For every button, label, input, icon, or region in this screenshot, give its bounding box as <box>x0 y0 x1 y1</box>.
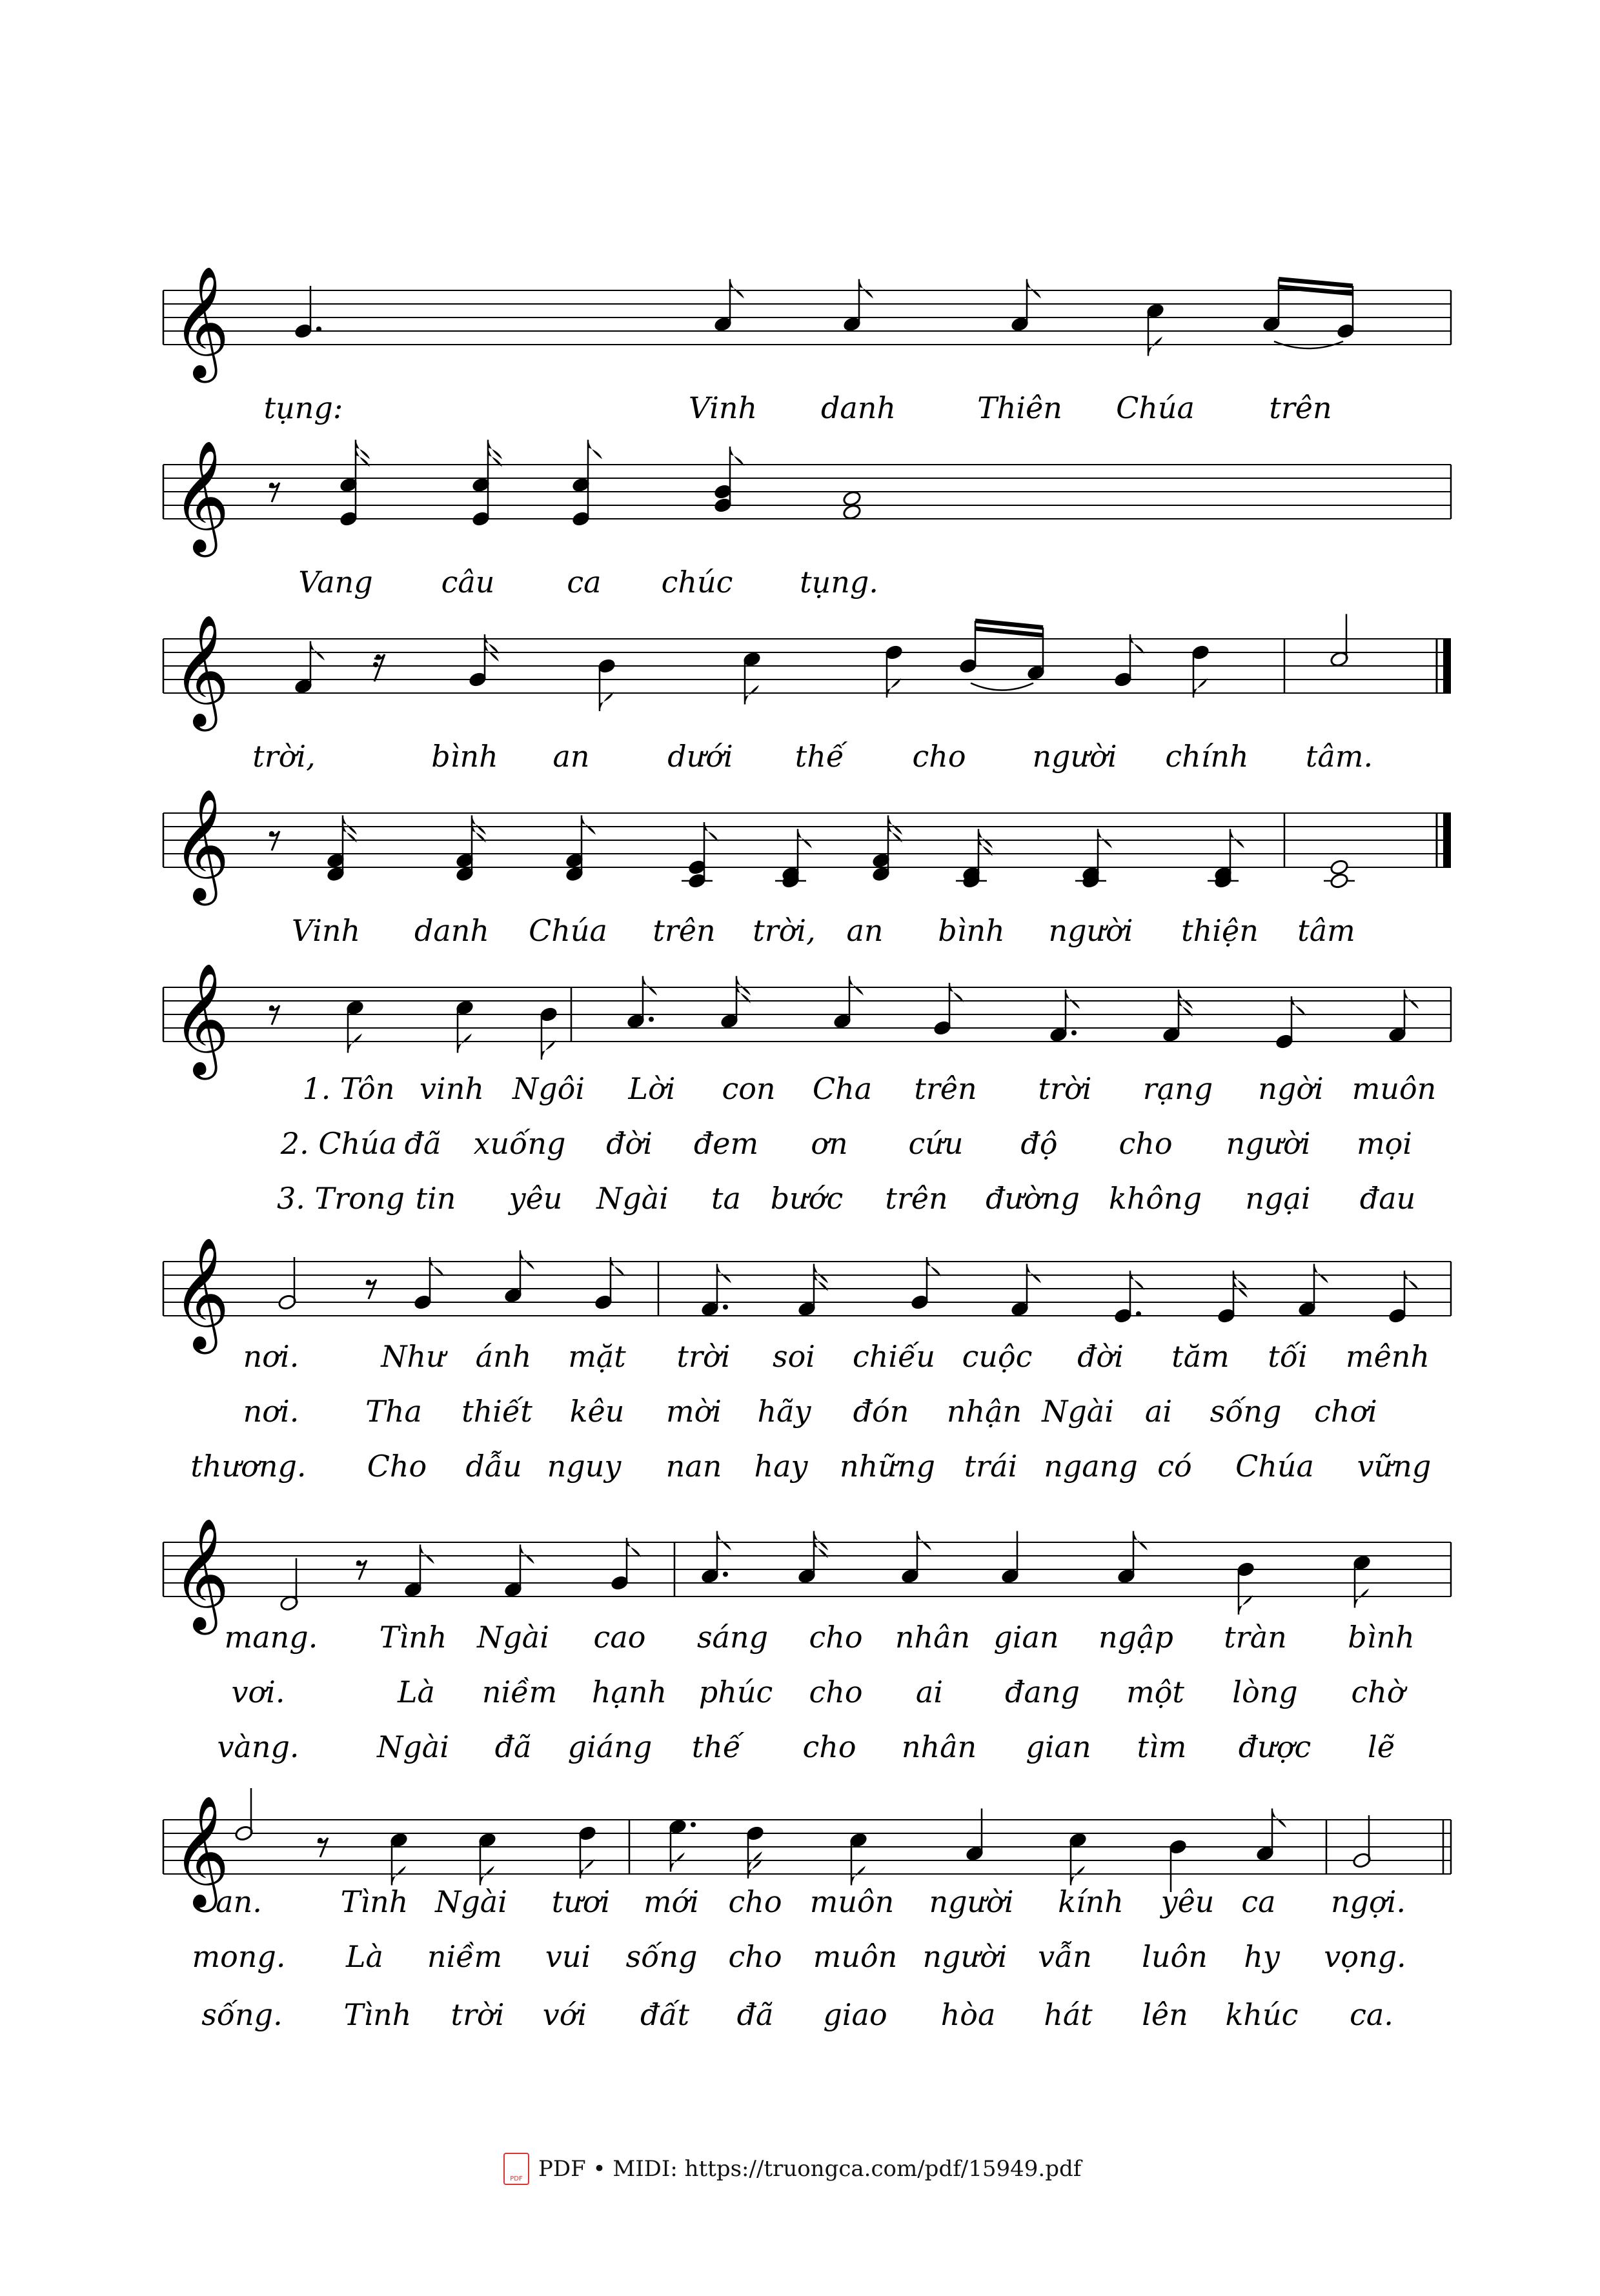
lyric-syllable: lên <box>1142 1997 1188 2032</box>
lyric-syllable: đang <box>1005 1675 1080 1709</box>
note-flag <box>730 279 744 299</box>
lyric-syllable: tâm <box>1297 913 1355 948</box>
lyric-syllable: Thiên <box>977 390 1062 425</box>
note-flag <box>1272 1809 1286 1828</box>
lyric-syllable: vẫn <box>1038 1939 1092 1974</box>
lyric-syllable: an <box>552 739 590 774</box>
note-flag <box>717 1531 731 1551</box>
lyric-syllable: bình <box>1348 1620 1415 1655</box>
lyric-syllable: trên <box>914 1071 977 1106</box>
lyric-syllable: đau <box>1359 1181 1416 1216</box>
lyric-syllable: mọi <box>1356 1126 1413 1161</box>
lyric-syllable: có <box>1157 1449 1192 1484</box>
note-flag <box>1027 1264 1041 1284</box>
note-flag <box>748 1859 762 1878</box>
sixteenth-rest <box>374 654 385 681</box>
treble-clef-icon: 𝄞 <box>172 789 230 901</box>
lyric-syllable: trời <box>451 1997 505 2032</box>
lyric-syllable: muôn <box>1352 1071 1437 1106</box>
lyric-syllable: cho <box>728 1939 782 1974</box>
lyric-syllable: Vinh <box>688 390 758 425</box>
lyric-syllable: Cho <box>367 1449 427 1484</box>
note-flag <box>472 816 486 835</box>
lyric-syllable: trên <box>885 1181 948 1216</box>
note-flag <box>1291 996 1306 1016</box>
treble-clef-icon: 𝄞 <box>172 963 230 1075</box>
lyric-syllable: giao <box>823 1997 887 2032</box>
lyric-syllable: người <box>1032 739 1117 774</box>
lyric-syllable: Ngài <box>1042 1394 1114 1429</box>
lyric-syllable: cho <box>809 1620 863 1655</box>
note-flag <box>978 829 993 849</box>
lyric-syllable: vững <box>1357 1449 1432 1484</box>
note-flag <box>582 816 596 835</box>
note-flag <box>851 1866 866 1886</box>
lyric-syllable: lòng <box>1232 1675 1298 1709</box>
lyric-syllable: ca <box>567 565 602 599</box>
note-flag <box>348 1034 362 1053</box>
note-flag <box>736 976 751 996</box>
lyric-syllable: con <box>722 1071 776 1106</box>
lyric-syllable: chính <box>1165 739 1249 774</box>
lyric-syllable: ta <box>711 1181 741 1216</box>
duration-dot <box>316 327 321 332</box>
note-flag <box>600 692 614 711</box>
lyric-syllable: xuống <box>473 1126 566 1161</box>
note-flag <box>430 1257 444 1276</box>
staff-system <box>163 614 1451 732</box>
note-flag <box>611 1257 625 1276</box>
lyric-syllable: hy <box>1244 1939 1280 1974</box>
lyric-syllable: thế <box>795 739 845 774</box>
note-flag <box>888 816 902 835</box>
lyric-syllable: nguy <box>547 1449 622 1484</box>
lyric-syllable: nhân <box>895 1620 971 1655</box>
beam <box>975 621 1043 628</box>
lyric-syllable: nhân <box>901 1729 977 1764</box>
lyric-syllable: chiếu <box>852 1339 936 1374</box>
lyric-syllable: sống <box>625 1939 698 1974</box>
lyric-syllable: hãy <box>757 1394 811 1429</box>
lyric-syllable: nan <box>665 1449 722 1484</box>
lyric-syllable: nơi. <box>243 1339 299 1374</box>
note-flag <box>814 1264 828 1284</box>
lyric-syllable: cuộc <box>962 1339 1033 1374</box>
lyric-syllable: thiện <box>1181 913 1259 948</box>
lyric-syllable: giáng <box>567 1729 653 1764</box>
lyric-syllable: niềm <box>481 1675 558 1709</box>
note-flag <box>849 976 864 996</box>
lyric-syllable: Là <box>398 1675 435 1709</box>
lyric-syllable: đường <box>986 1181 1080 1216</box>
note-flag <box>671 1853 685 1872</box>
lyric-syllable: Tình <box>343 1997 412 2032</box>
note-flag <box>310 641 325 661</box>
lyric-syllable: cho <box>1119 1126 1173 1161</box>
lyric-syllable: bình <box>938 913 1005 948</box>
staff-system <box>163 1518 1451 1635</box>
lyric-syllable: người <box>929 1884 1014 1919</box>
staff-system <box>163 266 1451 383</box>
footer-text[interactable]: PDF • MIDI: https://truongca.com/pdf/15949.pdf <box>538 2156 1082 2182</box>
duration-dot <box>723 1572 728 1577</box>
duration-dot <box>649 1017 654 1022</box>
note-flag <box>1130 1271 1144 1290</box>
treble-clef-icon: 𝄞 <box>172 1237 230 1349</box>
lyric-syllable: phúc <box>698 1675 773 1709</box>
note-flag <box>1230 829 1244 849</box>
lyric-syllable: khúc <box>1225 1997 1299 2032</box>
duration-dot <box>1071 1031 1077 1036</box>
lyric-syllable: Chúa <box>1116 390 1195 425</box>
lyric-syllable: tăm <box>1171 1339 1230 1374</box>
lyric-syllable: Lời <box>628 1071 676 1106</box>
lyric-syllable: Chúa <box>529 913 607 948</box>
lyric-syllable: mặt <box>568 1339 626 1374</box>
lyric-syllable: tràn <box>1224 1620 1287 1655</box>
lyric-syllable: tụng. <box>800 565 878 599</box>
lyric-syllable: thiết <box>461 1394 532 1429</box>
lyric-syllable: đất <box>640 1997 690 2032</box>
lyric-syllable: vàng. <box>217 1729 299 1764</box>
note-flag <box>1133 1531 1148 1551</box>
treble-clef-icon: 𝄞 <box>172 614 230 727</box>
lyric-syllable: đời <box>606 1126 653 1161</box>
lyric-syllable: Ngài <box>435 1884 507 1919</box>
lyric-syllable: thương. <box>190 1449 307 1484</box>
duration-dot <box>1136 1311 1141 1316</box>
note-flag <box>343 816 357 835</box>
lyric-syllable: vọng. <box>1324 1939 1406 1974</box>
note-flag <box>542 1040 556 1060</box>
lyric-syllable: người <box>922 1939 1008 1974</box>
note-flag <box>588 440 602 459</box>
note-flag <box>1233 1271 1248 1290</box>
note-flag <box>704 822 718 841</box>
lyric-syllable: Tha <box>365 1394 422 1429</box>
lyric-syllable: đón <box>853 1394 909 1429</box>
lyric-syllable: 2. Chúa <box>280 1126 398 1161</box>
duration-dot <box>723 1305 728 1310</box>
note-flag <box>1179 990 1193 1009</box>
note-flag <box>859 279 873 299</box>
lyric-syllable: ca <box>1241 1884 1276 1919</box>
lyric-syllable: Cha <box>812 1071 873 1106</box>
staff-system <box>163 440 1451 558</box>
lyric-syllable: hạnh <box>591 1675 667 1709</box>
lyric-syllable: đời <box>1077 1339 1124 1374</box>
lyric-syllable: an. <box>216 1884 262 1919</box>
lyric-syllable: mong. <box>192 1939 286 1974</box>
note-flag <box>717 1264 731 1284</box>
lyric-syllable: ngập <box>1099 1620 1173 1655</box>
lyric-syllable: vinh <box>420 1071 484 1106</box>
note-flag <box>1148 337 1162 356</box>
lyric-syllable: ngại <box>1245 1181 1311 1216</box>
lyric-syllable: gian <box>1026 1729 1091 1764</box>
lyric-syllable: tươi <box>551 1884 611 1919</box>
treble-clef-icon: 𝄞 <box>172 1518 230 1630</box>
final-barline <box>1443 639 1451 693</box>
lyric-syllable: cho <box>912 739 966 774</box>
treble-clef-icon: 𝄞 <box>172 440 230 552</box>
lyric-syllable: sống <box>1210 1394 1282 1429</box>
note-flag <box>1193 678 1208 698</box>
lyric-syllable: Ngài <box>477 1620 549 1655</box>
lyric-syllable: trời <box>1038 1071 1092 1106</box>
treble-clef-icon: 𝄞 <box>172 266 230 378</box>
staff-system <box>163 1237 1451 1354</box>
note-flag <box>1239 1595 1253 1615</box>
lyric-syllable: trời, <box>252 739 316 774</box>
final-barline <box>1443 813 1451 867</box>
note-flag <box>1066 990 1080 1009</box>
lyric-syllable: đã <box>736 1997 774 2032</box>
lyric-syllable: cao <box>593 1620 646 1655</box>
lyric-syllable: độ <box>1020 1126 1058 1161</box>
lyric-syllable: ca. <box>1350 1997 1393 2032</box>
beam <box>975 629 1043 636</box>
staff-system <box>163 789 1451 906</box>
note-flag <box>1404 990 1419 1009</box>
note-flag <box>520 1251 534 1270</box>
lyric-syllable: Ngài <box>596 1181 669 1216</box>
lyric-syllable: đã <box>494 1729 532 1764</box>
lyric-syllable: sống. <box>201 1997 283 2032</box>
lyric-syllable: vơi. <box>231 1675 285 1709</box>
lyric-syllable: ai <box>1144 1394 1173 1429</box>
lyric-syllable: bước <box>770 1181 844 1216</box>
lyric-syllable: ánh <box>475 1339 532 1374</box>
note-flag <box>1130 634 1144 654</box>
lyric-syllable: với <box>542 1997 587 2032</box>
lyric-syllable: Chúa <box>1235 1449 1314 1484</box>
lyric-syllable: Vang <box>298 565 373 599</box>
lyric-syllable: Ngài <box>377 1729 449 1764</box>
lyric-syllable: rạng <box>1142 1071 1213 1106</box>
lyric-syllable: nơi. <box>243 1394 299 1429</box>
lyric-syllable: tối <box>1268 1339 1308 1374</box>
note-flag <box>917 1531 931 1551</box>
lyric-syllable: yêu <box>509 1181 563 1216</box>
note-flag <box>927 1257 941 1276</box>
lyric-syllable: ai <box>915 1675 944 1709</box>
lyric-syllable: sáng <box>696 1620 769 1655</box>
note-flag <box>1071 1866 1085 1886</box>
notehead <box>1330 859 1349 876</box>
lyric-syllable: Tình <box>379 1620 447 1655</box>
tie <box>971 683 1033 690</box>
lyric-syllable: an <box>846 913 884 948</box>
lyric-syllable: trên <box>1269 390 1332 425</box>
footer-link[interactable] <box>503 2153 1081 2185</box>
note-flag <box>1314 1264 1328 1284</box>
lyric-syllable: ngợi. <box>1330 1884 1406 1919</box>
note-flag <box>1027 279 1041 299</box>
note-flag <box>520 1545 534 1564</box>
lyric-syllable: danh <box>414 913 490 948</box>
note-flag <box>1404 1271 1419 1290</box>
lyric-syllable: mời <box>665 1394 722 1429</box>
note-flag <box>798 829 812 849</box>
lyric-syllable: những <box>840 1449 935 1484</box>
lyric-syllable: niềm <box>427 1939 503 1974</box>
lyric-syllable: soi <box>772 1339 816 1374</box>
note-flag <box>1098 829 1112 849</box>
lyric-syllable: luôn <box>1142 1939 1208 1974</box>
lyric-syllable: trên <box>653 913 716 948</box>
note-flag <box>420 1545 434 1564</box>
sixteenth-rest <box>373 662 378 667</box>
lyric-syllable: vui <box>545 1939 591 1974</box>
lyric-syllable: chờ <box>1351 1675 1405 1709</box>
note-flag <box>356 440 370 459</box>
note-flag <box>730 447 744 466</box>
notehead <box>1330 872 1349 889</box>
lyric-syllable: kêu <box>569 1394 625 1429</box>
lyric-syllable: ơn <box>811 1126 848 1161</box>
note-flag <box>580 1859 594 1878</box>
note-flag <box>458 1034 472 1053</box>
lyric-syllable: cho <box>802 1729 856 1764</box>
lyric-syllable: Như <box>381 1339 445 1374</box>
lyric-syllable: danh <box>820 390 896 425</box>
lyric-syllable: gian <box>993 1620 1059 1655</box>
lyric-syllable: người <box>1048 913 1133 948</box>
lyric-syllable: kính <box>1058 1884 1124 1919</box>
lyric-syllable: tụng: <box>263 390 343 425</box>
lyric-syllable: chúc <box>661 565 733 599</box>
lyric-syllable: hòa <box>940 1997 996 2032</box>
pdf-file-icon <box>503 2153 529 2185</box>
lyric-syllable: hát <box>1044 1997 1093 2032</box>
lyric-syllable: người <box>1226 1126 1311 1161</box>
note-flag <box>887 678 901 698</box>
lyric-syllable: trái <box>964 1449 1018 1484</box>
beam <box>1279 279 1353 287</box>
note-flag <box>627 1538 641 1557</box>
lyric-syllable: cho <box>809 1675 863 1709</box>
lyric-syllable: chơi <box>1314 1394 1377 1429</box>
lyric-syllable: được <box>1238 1729 1311 1764</box>
lyric-syllable: nhận <box>946 1394 1022 1429</box>
lyric-syllable: mới <box>643 1884 700 1919</box>
note-flag <box>480 1866 494 1886</box>
lyric-syllable: bình <box>431 739 498 774</box>
lyric-syllable: Ngôi <box>512 1071 585 1106</box>
lyric-syllable: hay <box>754 1449 808 1484</box>
staff-system <box>163 963 1451 1080</box>
treble-clef-icon: 𝄞 <box>172 1795 230 1908</box>
lyric-syllable: yêu <box>1160 1884 1215 1919</box>
lyric-syllable: 3. Trong <box>277 1181 405 1216</box>
lyric-syllable: đem <box>693 1126 759 1161</box>
lyric-syllable: cho <box>728 1884 782 1919</box>
note-flag <box>485 634 499 654</box>
lyric-syllable: muôn <box>809 1884 895 1919</box>
duration-dot <box>691 1822 696 1828</box>
lyric-syllable: Là <box>346 1939 383 1974</box>
notehead <box>842 490 862 507</box>
lyric-syllable: dưới <box>667 739 733 774</box>
note-flag <box>488 440 502 459</box>
lyric-syllable: trời <box>676 1339 731 1374</box>
lyric-syllable: ngang <box>1044 1449 1138 1484</box>
lyric-syllable: Vinh <box>291 913 361 948</box>
note-flag <box>1355 1589 1369 1608</box>
note-flag <box>392 1866 406 1886</box>
lyric-syllable: cứu <box>908 1126 964 1161</box>
lyric-syllable: ngời <box>1258 1071 1324 1106</box>
lyric-syllable: đã <box>404 1126 441 1161</box>
note-flag <box>949 983 964 1002</box>
notehead <box>842 503 862 520</box>
lyric-syllable: mênh <box>1345 1339 1430 1374</box>
lyric-syllable: lẽ <box>1368 1729 1395 1764</box>
lyric-syllable: muôn <box>813 1939 898 1974</box>
note-flag <box>745 685 759 705</box>
lyric-syllable: tin <box>415 1181 456 1216</box>
note-flag <box>814 1531 828 1551</box>
lyric-syllable: tâm. <box>1305 739 1373 774</box>
lyric-syllable: thế <box>691 1729 742 1764</box>
lyric-syllable: câu <box>441 565 495 599</box>
lyric-syllable: tìm <box>1137 1729 1187 1764</box>
lyric-syllable: 1. Tôn <box>302 1071 395 1106</box>
lyric-syllable: Tình <box>340 1884 409 1919</box>
lyric-syllable: trời, <box>753 913 816 948</box>
note-flag <box>643 976 657 996</box>
lyric-syllable: dẫu <box>465 1449 522 1484</box>
lyric-syllable: không <box>1108 1181 1202 1216</box>
lyric-syllable: mang. <box>224 1620 318 1655</box>
lyric-syllable: một <box>1126 1675 1184 1709</box>
